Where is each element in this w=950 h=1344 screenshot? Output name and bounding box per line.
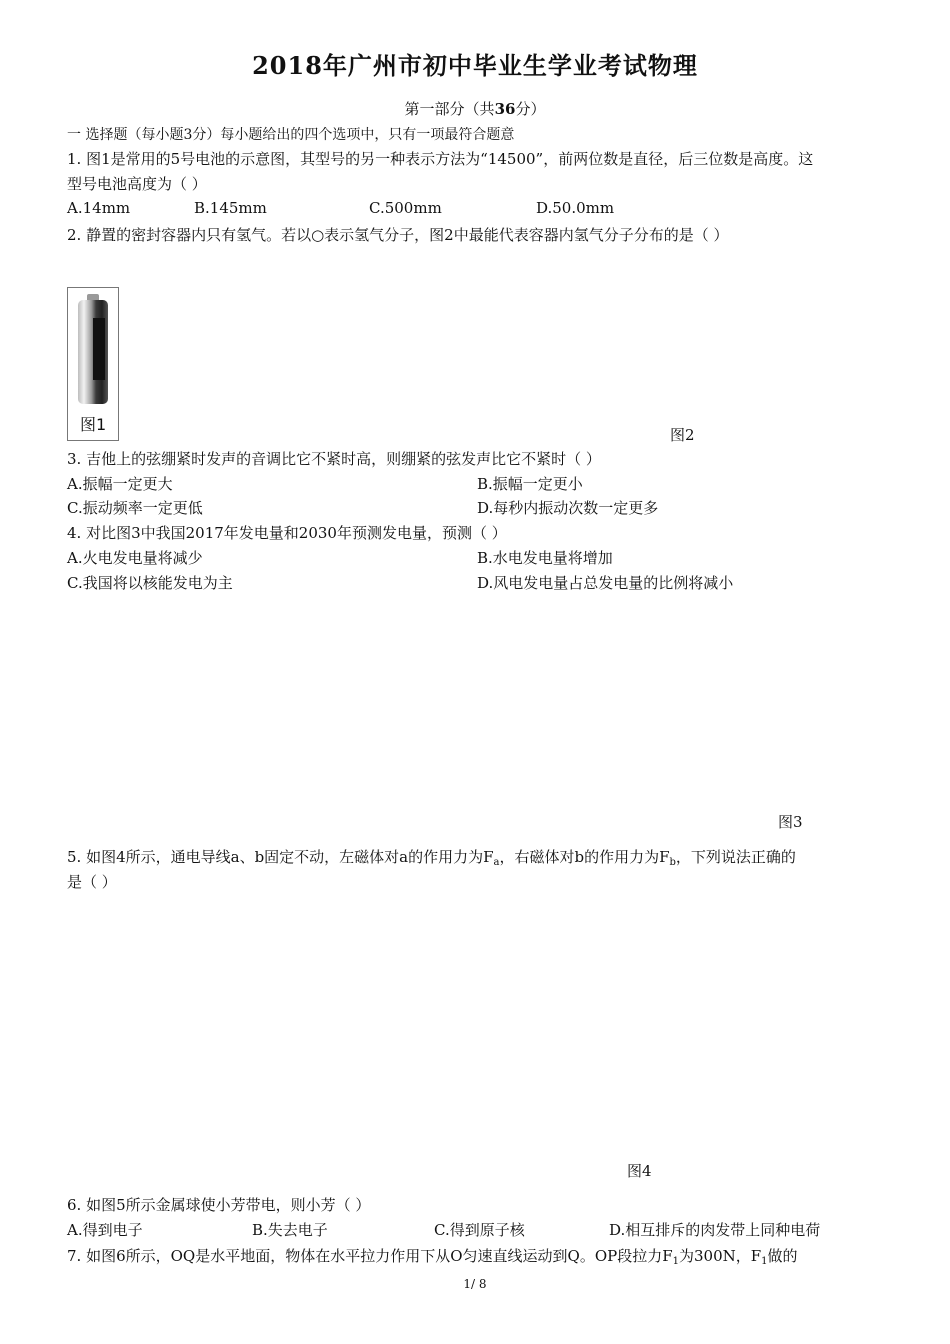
figure-4-label: 图4 xyxy=(627,1162,652,1180)
battery-label-stripe xyxy=(93,318,105,380)
q5-text-b: ，右磁体对b的作用力为F xyxy=(499,848,670,866)
q1-option-d: D.50.0mm xyxy=(536,199,615,217)
q1-line2: 型号电池高度为（ ） xyxy=(67,175,207,193)
q3-option-a: A.振幅一定更大 xyxy=(67,475,173,493)
q7-text-1: 7. 如图6所示，OQ是水平地面，物体在水平拉力作用下从O匀速直线运动到Q。OP段拉力F xyxy=(67,1247,673,1265)
q1-option-c: C.500mm xyxy=(369,199,442,217)
figure-1-label: 图1 xyxy=(80,415,107,434)
q6-option-c: C.得到原子核 xyxy=(434,1221,525,1239)
figure-1-battery-image xyxy=(67,287,119,441)
q5-line1 xyxy=(67,846,796,868)
q4-text: 4. 对比图3中我国2017年发电量和2030年预测发电量，预测（ ） xyxy=(67,524,507,542)
q6-option-d: D.相互排斥的肉发带上同种电荷 xyxy=(609,1221,821,1239)
q1-option-b: B.145mm xyxy=(194,199,267,217)
q7-text-3: 做的 xyxy=(767,1247,798,1265)
q3-text: 3. 吉他上的弦绷紧时发声的音调比它不紧时高，则绷紧的弦发声比它不紧时（ ） xyxy=(67,450,601,468)
q5-text-a: 5. 如图4所示，通电导线a、b固定不动，左磁体对a的作用力为F xyxy=(67,848,494,866)
q4-option-b: B.水电发电量将增加 xyxy=(477,549,613,567)
q6-option-b: B.失去电子 xyxy=(252,1221,328,1239)
q4-option-a: A.火电发电量将减少 xyxy=(67,549,203,567)
q1-line1: 1. 图1是常用的5号电池的示意图，其型号的另一种表示方法为“14500”，前两位数是直径，后三位数是高度。这 xyxy=(67,150,814,168)
part-score: 36 xyxy=(494,100,516,118)
q6-option-a: A.得到电子 xyxy=(67,1221,143,1239)
q3-option-b: B.振幅一定更小 xyxy=(477,475,583,493)
q4-option-d: D.风电发电量占总发电量的比例将减小 xyxy=(477,574,734,592)
q3-option-d: D.每秒内振动次数一定更多 xyxy=(477,499,659,517)
q5-subscript-b: b xyxy=(669,857,676,868)
q1-option-a: A.14mm xyxy=(67,199,131,217)
page-title: 2018年广州市初中毕业生学业考试物理 xyxy=(252,51,698,80)
figure-2-label: 图2 xyxy=(670,426,695,444)
q3-option-c: C.振动频率一定更低 xyxy=(67,499,203,517)
q7-subscript-2: 1 xyxy=(761,1256,768,1267)
part-heading xyxy=(0,98,950,119)
q2-text: 2. 静置的密封容器内只有氢气。若以○表示氢气分子，图2中最能代表容器内氢气分子分布的是（ ） xyxy=(67,226,729,244)
q5-text-c: ，下列说法正确的 xyxy=(675,848,796,866)
q5-subscript-a: a xyxy=(493,857,500,868)
part-prefix: 第一部分（共 xyxy=(404,100,495,118)
figure-3-label: 图3 xyxy=(778,813,803,831)
q7-subscript-1: 1 xyxy=(672,1256,679,1267)
part-suffix: 分） xyxy=(515,100,546,118)
q5-line2: 是（ ） xyxy=(67,873,117,891)
q4-option-c: C.我国将以核能发电为主 xyxy=(67,574,233,592)
q6-text: 6. 如图5所示金属球使小芳带电，则小芳（ ） xyxy=(67,1196,371,1214)
section-heading: 一 选择题（每小题3分）每小题给出的四个选项中，只有一项最符合题意 xyxy=(67,127,515,143)
page-number: 1/ 8 xyxy=(463,1277,487,1291)
q7-line1 xyxy=(67,1245,798,1267)
q7-text-2: 为300N，F xyxy=(679,1247,762,1265)
